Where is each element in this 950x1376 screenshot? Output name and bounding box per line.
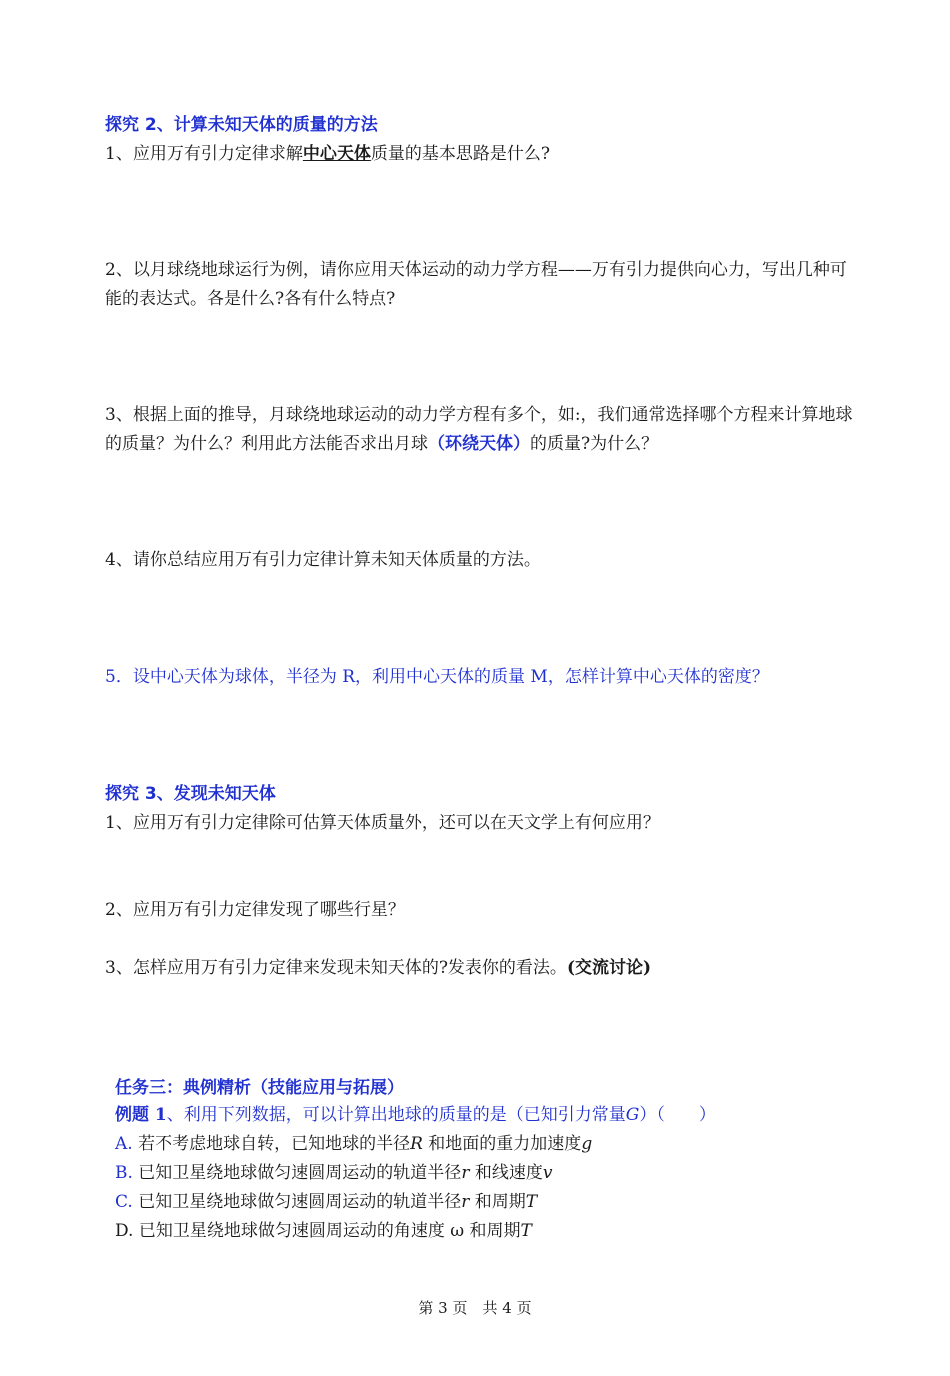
option-a-pre: 若不考虑地球自转，已知地球的半径 bbox=[132, 1134, 411, 1154]
task3-heading: 任务三：典例精析（技能应用与拓展） bbox=[115, 1078, 404, 1098]
example-tail: ）（ ） bbox=[639, 1105, 716, 1125]
section2-heading: 探究 2、计算未知天体的质量的方法 bbox=[105, 115, 378, 135]
section2-question-4: 4、请你总结应用万有引力定律计算未知天体质量的方法。 bbox=[105, 550, 541, 570]
section2-question-1 bbox=[105, 140, 855, 169]
option-b bbox=[115, 1159, 865, 1188]
s3q3-prefix: 3、怎样应用万有引力定律来发现未知天体的?发表你的看法。 bbox=[105, 958, 567, 978]
q3-prefix: 3、根据上面的推导，月球绕地球运动的动力学方程有多个，如:，我们通常选择哪个方程来计算地球的质量？为什么？利用此方法能否求出月球 bbox=[105, 405, 853, 454]
option-b-var2: v bbox=[542, 1163, 553, 1183]
option-b-label: B. bbox=[115, 1163, 133, 1183]
option-d-pre: 已知卫星绕地球做匀速圆周运动的角速度 ω 和周期 bbox=[133, 1221, 521, 1241]
q1-prefix: 1、应用万有引力定律求解 bbox=[105, 144, 303, 164]
option-b-pre: 已知卫星绕地球做匀速圆周运动的轨道半径 bbox=[132, 1163, 462, 1183]
s3q3-emphasis: (交流讨论) bbox=[566, 958, 652, 978]
option-c-pre: 已知卫星绕地球做匀速圆周运动的轨道半径 bbox=[132, 1192, 462, 1212]
page-footer: 第 3 页 共 4 页 bbox=[418, 1299, 532, 1317]
q1-emphasis: 中心天体 bbox=[302, 144, 371, 164]
example-label: 例题 1 bbox=[115, 1105, 167, 1125]
option-c-var2: T bbox=[525, 1192, 538, 1212]
section2-question-2: 2、以月球绕地球运行为例，请你应用天体运动的动力学方程——万有引力提供向心力，写出几种可能的表达式。各是什么?各有什么特点? bbox=[105, 260, 847, 309]
example-text: 、利用下列数据，可以计算出地球的质量的是（已知引力常量 bbox=[166, 1105, 626, 1125]
option-a-label: A. bbox=[115, 1134, 133, 1154]
option-a-var1: R bbox=[410, 1134, 423, 1154]
option-c-mid: 和周期 bbox=[469, 1192, 526, 1212]
option-d-label: D. bbox=[115, 1221, 134, 1241]
section3-question-3 bbox=[105, 954, 855, 983]
option-c-label: C. bbox=[115, 1192, 133, 1212]
q1-suffix: 质量的基本思路是什么? bbox=[370, 144, 550, 164]
option-a bbox=[115, 1130, 865, 1159]
section2-question-5: 5．设中心天体为球体，半径为 R，利用中心天体的质量 M，怎样计算中心天体的密度？ bbox=[105, 667, 769, 687]
option-a-var2: g bbox=[581, 1134, 593, 1154]
section3-question-2: 2、应用万有引力定律发现了哪些行星？ bbox=[105, 900, 405, 920]
option-b-var1: r bbox=[461, 1163, 470, 1183]
section3-question-1: 1、应用万有引力定律除可估算天体质量外，还可以在天文学上有何应用？ bbox=[105, 813, 660, 833]
section2-question-3 bbox=[105, 401, 855, 459]
option-c bbox=[115, 1188, 865, 1217]
section3-heading: 探究 3、发现未知天体 bbox=[105, 784, 276, 804]
q3-emphasis: （环绕天体） bbox=[428, 434, 530, 454]
option-c-var1: r bbox=[461, 1192, 470, 1212]
option-a-mid: 和地面的重力加速度 bbox=[422, 1134, 582, 1154]
option-b-mid: 和线速度 bbox=[469, 1163, 543, 1183]
option-d bbox=[115, 1217, 865, 1246]
example-constant: G bbox=[625, 1105, 640, 1125]
example-1-stem bbox=[115, 1101, 865, 1130]
q3-suffix: 的质量?为什么？ bbox=[530, 434, 659, 454]
option-d-var2: T bbox=[520, 1221, 532, 1241]
